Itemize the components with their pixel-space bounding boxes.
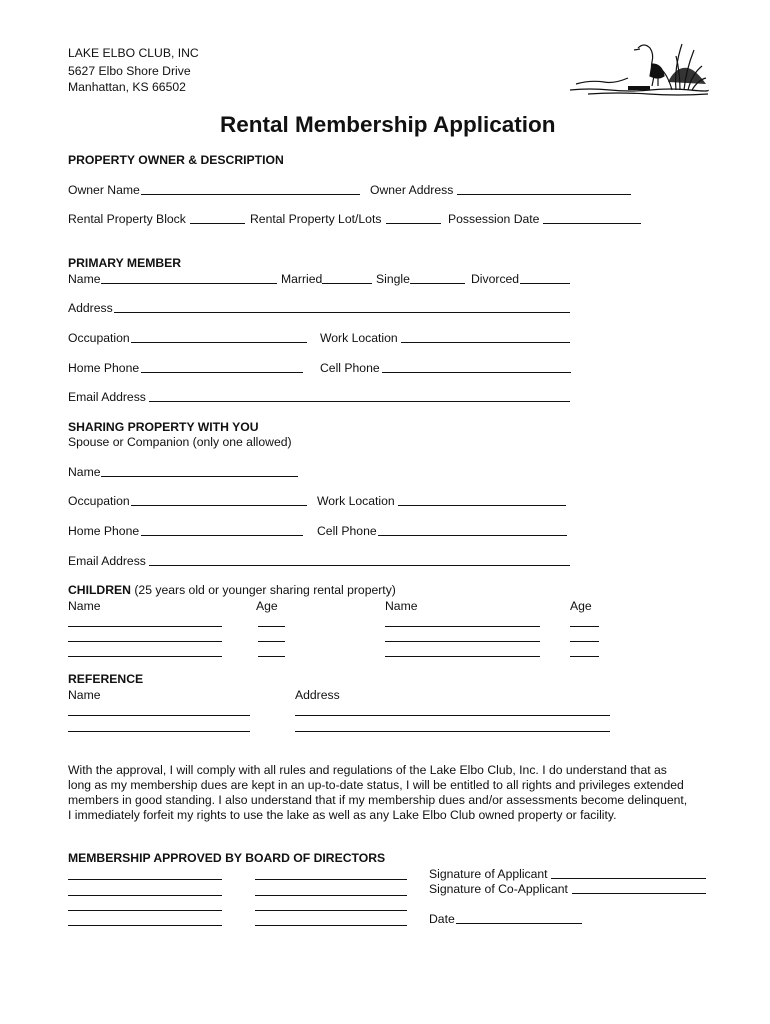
child-1-age-field[interactable] (258, 626, 285, 627)
pm-work-location-label: Work Location (320, 331, 398, 345)
approval-heading: MEMBERSHIP APPROVED BY BOARD OF DIRECTORS (68, 851, 386, 865)
owner-address-label: Owner Address (370, 183, 454, 197)
org-address-line1: 5627 Elbo Shore Drive (68, 64, 191, 78)
pm-occupation-field[interactable] (131, 342, 307, 343)
director-3-field[interactable] (68, 895, 222, 896)
director-7-field[interactable] (68, 925, 222, 926)
org-name: LAKE ELBO CLUB, INC (68, 46, 199, 60)
owner-name-field[interactable] (141, 194, 360, 195)
block-label: Rental Property Block (68, 212, 186, 226)
married-label: Married (281, 272, 323, 286)
org-address-line2: Manhattan, KS 66502 (68, 80, 186, 94)
sp-work-location-label: Work Location (317, 494, 395, 508)
sp-name-field[interactable] (101, 476, 298, 477)
reference-2-name-field[interactable] (68, 731, 250, 732)
block-field[interactable] (190, 223, 245, 224)
sig-applicant-field[interactable] (551, 878, 706, 879)
reference-1-name-field[interactable] (68, 715, 250, 716)
lots-field[interactable] (386, 223, 441, 224)
children-col-age: Age (256, 599, 278, 613)
pm-email-field[interactable] (149, 401, 570, 402)
children-col-name: Name (68, 599, 101, 613)
lots-label: Rental Property Lot/Lots (250, 212, 382, 226)
pm-address-label: Address (68, 301, 113, 315)
director-4-field[interactable] (255, 895, 407, 896)
sp-email-label: Email Address (68, 554, 146, 568)
reference-col-name: Name (68, 688, 101, 702)
pm-occupation-label: Occupation (68, 331, 130, 345)
director-5-field[interactable] (68, 910, 222, 911)
sig-coapplicant-field[interactable] (572, 893, 706, 894)
sp-occupation-field[interactable] (131, 505, 307, 506)
child-6-age-field[interactable] (570, 656, 599, 657)
agreement-line-1: With the approval, I will comply with all rules and regulations of the Lake Elbo Club, Inc. I do understand that as (68, 763, 667, 777)
sp-name-label: Name (68, 465, 101, 479)
child-4-name-field[interactable] (385, 626, 540, 627)
sp-home-phone-field[interactable] (141, 535, 303, 536)
child-5-name-field[interactable] (385, 641, 540, 642)
heron-reeds-icon (568, 38, 710, 96)
director-8-field[interactable] (255, 925, 407, 926)
date-label: Date (429, 912, 455, 926)
pm-name-field[interactable] (101, 283, 277, 284)
possession-date-label: Possession Date (448, 212, 540, 226)
director-6-field[interactable] (255, 910, 407, 911)
divorced-field[interactable] (520, 283, 570, 284)
child-4-age-field[interactable] (570, 626, 599, 627)
reference-2-address-field[interactable] (295, 731, 610, 732)
single-field[interactable] (410, 283, 465, 284)
owner-name-label: Owner Name (68, 183, 140, 197)
property-owner-heading: PROPERTY OWNER & DESCRIPTION (68, 153, 284, 167)
child-3-age-field[interactable] (258, 656, 285, 657)
sp-occupation-label: Occupation (68, 494, 130, 508)
sp-cell-phone-label: Cell Phone (317, 524, 377, 538)
pm-work-location-field[interactable] (401, 342, 570, 343)
child-2-name-field[interactable] (68, 641, 222, 642)
agreement-paragraph (68, 763, 718, 823)
child-5-age-field[interactable] (570, 641, 599, 642)
children-col-age-2: Age (570, 599, 592, 613)
date-field[interactable] (456, 923, 582, 924)
children-heading: CHILDREN (68, 583, 131, 597)
pm-home-phone-label: Home Phone (68, 361, 140, 375)
children-note: (25 years old or younger sharing rental property) (130, 583, 396, 597)
pm-cell-phone-label: Cell Phone (320, 361, 380, 375)
sp-email-field[interactable] (149, 565, 570, 566)
child-2-age-field[interactable] (258, 641, 285, 642)
pm-home-phone-field[interactable] (141, 372, 303, 373)
pm-name-label: Name (68, 272, 101, 286)
possession-date-field[interactable] (543, 223, 641, 224)
owner-address-field[interactable] (457, 194, 631, 195)
agreement-line-2: long as my membership dues are kept in an up-to-date status, I will be entitled to all rights and privileges extended (68, 778, 684, 792)
sharing-heading: SHARING PROPERTY WITH YOU (68, 420, 259, 434)
sp-work-location-field[interactable] (398, 505, 566, 506)
child-6-name-field[interactable] (385, 656, 540, 657)
children-heading-row (68, 583, 396, 597)
child-1-name-field[interactable] (68, 626, 222, 627)
pm-address-field[interactable] (114, 312, 570, 313)
agreement-line-3: members in good standing. I also understand that if my membership dues and/or assessments become delinquent, (68, 793, 688, 807)
single-label: Single (376, 272, 410, 286)
director-1-field[interactable] (68, 879, 222, 880)
pm-email-label: Email Address (68, 390, 146, 404)
reference-1-address-field[interactable] (295, 715, 610, 716)
reference-heading: REFERENCE (68, 672, 144, 686)
sharing-subheading: Spouse or Companion (only one allowed) (68, 435, 292, 449)
sig-applicant-label: Signature of Applicant (429, 867, 548, 881)
married-field[interactable] (322, 283, 372, 284)
divorced-label: Divorced (471, 272, 520, 286)
director-2-field[interactable] (255, 879, 407, 880)
reference-col-address: Address (295, 688, 340, 702)
page-title: Rental Membership Application (220, 112, 556, 137)
sig-coapplicant-label: Signature of Co-Applicant (429, 882, 568, 896)
agreement-line-4: I immediately forfeit my rights to use the lake as well as any Lake Elbo Club owned property or facility. (68, 808, 617, 822)
pm-cell-phone-field[interactable] (382, 372, 571, 373)
primary-member-heading: PRIMARY MEMBER (68, 256, 182, 270)
sp-cell-phone-field[interactable] (378, 535, 567, 536)
sp-home-phone-label: Home Phone (68, 524, 140, 538)
child-3-name-field[interactable] (68, 656, 222, 657)
children-col-name-2: Name (385, 599, 418, 613)
